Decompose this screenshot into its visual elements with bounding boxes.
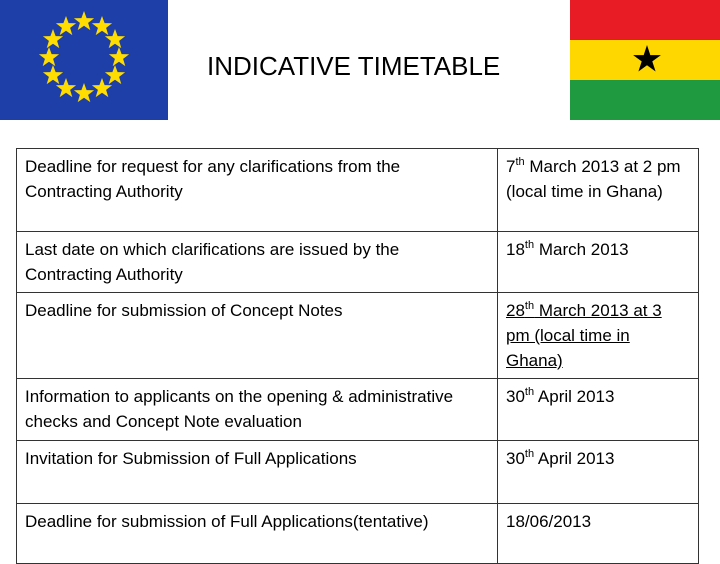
row-date: 30th April 2013	[498, 379, 699, 441]
row-label: Invitation for Submission of Full Applications	[17, 441, 498, 504]
ghana-flag-green-band	[570, 80, 720, 120]
row-label: Information to applicants on the opening & administrative checks and Concept Note evaluation	[17, 379, 498, 441]
table-row	[17, 293, 699, 379]
eu-flag-icon	[0, 0, 168, 120]
table-row	[17, 504, 699, 564]
eu-stars-icon	[0, 0, 168, 120]
ghana-flag-red-band	[570, 0, 720, 40]
black-star-icon	[632, 44, 662, 74]
ghana-flag-icon	[570, 0, 720, 120]
row-date: 18/06/2013	[498, 504, 699, 564]
page-title: INDICATIVE TIMETABLE	[207, 51, 501, 81]
table-row	[17, 149, 699, 232]
timetable	[16, 148, 699, 564]
table-row	[17, 379, 699, 441]
row-label: Deadline for submission of Concept Notes	[17, 293, 498, 379]
ghana-flag-yellow-band	[570, 40, 720, 80]
row-date: 7th March 2013 at 2 pm (local time in Ghana)	[498, 149, 699, 232]
row-date: 28th March 2013 at 3 pm (local time in Ghana)	[498, 293, 699, 379]
table-row	[17, 441, 699, 504]
table-row	[17, 232, 699, 293]
row-date: 30th April 2013	[498, 441, 699, 504]
row-date: 18th March 2013	[498, 232, 699, 293]
row-label: Last date on which clarifications are issued by the Contracting Authority	[17, 232, 498, 293]
row-label: Deadline for submission of Full Applications(tentative)	[17, 504, 498, 564]
row-label: Deadline for request for any clarifications from the Contracting Authority	[17, 149, 498, 232]
